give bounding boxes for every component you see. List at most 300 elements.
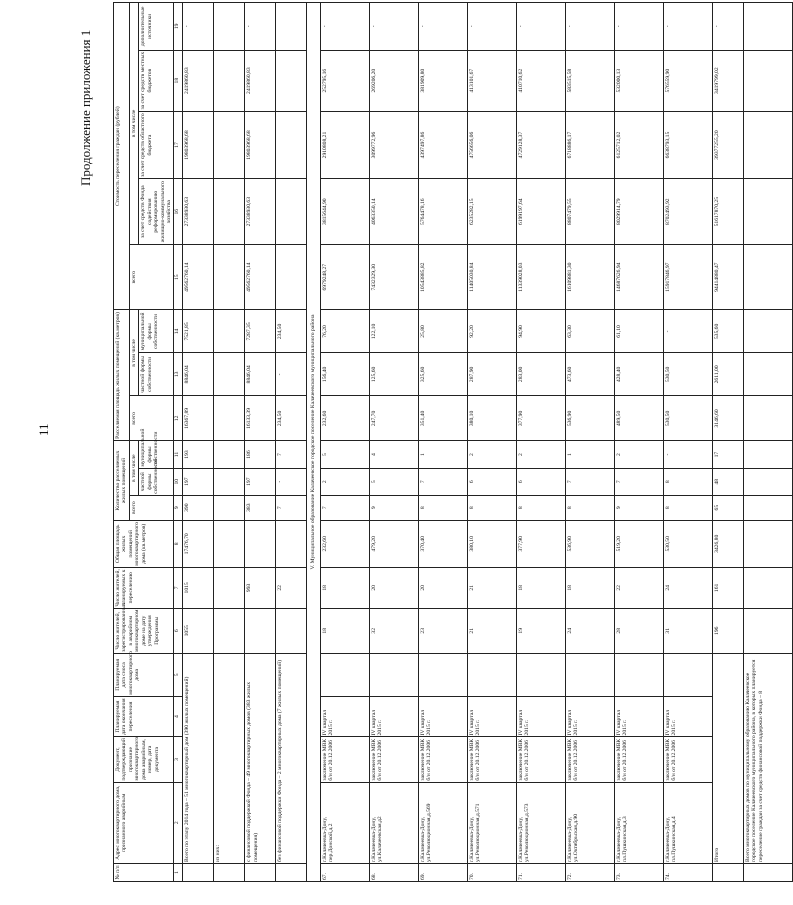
- table-row: [614, 3, 663, 882]
- table-cell: [214, 244, 245, 310]
- table-cell: 532000,13: [614, 50, 663, 111]
- table-header: [114, 3, 174, 882]
- table-cell: -: [369, 3, 418, 51]
- table-cell: [614, 653, 663, 696]
- table-cell: 3419799,02: [712, 50, 743, 111]
- table-cell: заключение МВК б/н от 20.12.2006: [467, 737, 516, 782]
- header-cell: частной формы собственности: [139, 468, 174, 495]
- column-number-cell: 10: [174, 468, 183, 495]
- table-cell: 2419860,83: [183, 50, 214, 111]
- header-cell: дополнительные источники: [139, 3, 174, 51]
- table-cell: 234,50: [276, 396, 307, 441]
- table-cell: 6: [516, 468, 565, 495]
- table-cell: 65: [712, 495, 743, 520]
- table-cell: 8029914,79: [614, 179, 663, 245]
- header-cell: за счет средств Фонда содействия реформированию жилищно-коммунального хозяйства: [139, 179, 174, 245]
- table-cell: 25,80: [418, 310, 467, 353]
- table-cell: 3815644,90: [320, 179, 369, 245]
- table-cell: [516, 653, 565, 696]
- header-cell: в том числе: [129, 441, 138, 495]
- table-cell: 22: [276, 568, 307, 609]
- table-cell: IV квартал 2015 г.: [369, 696, 418, 737]
- table-cell: 94,90: [516, 310, 565, 353]
- header-cell: Общая площадь жилых помещений многоквартирного дома (кв.метров): [114, 520, 174, 567]
- table-cell: 428,40: [614, 353, 663, 396]
- table-cell: [214, 568, 245, 609]
- table-cell: 325,60: [418, 353, 467, 396]
- table-cell: 377,90: [516, 396, 565, 441]
- table-cell: 519,20: [614, 520, 663, 567]
- column-number-cell: 5: [174, 653, 183, 696]
- table-cell: 5764478,16: [418, 179, 467, 245]
- table-cell: 351,40: [418, 396, 467, 441]
- table-cell: 197: [245, 468, 276, 495]
- header-cell: всего: [129, 244, 174, 310]
- rotated-table-wrapper: [113, 2, 764, 882]
- table-cell: без финансовой поддержки Фонда – 2 многоквартирных дома (7 жилых помещений): [276, 653, 307, 863]
- table-cell: 69.: [418, 863, 467, 881]
- table-cell: заключение МВК б/н от 20.12.2006: [369, 737, 418, 782]
- table-cell: 49562760,14: [245, 244, 276, 310]
- table-cell: 18: [320, 568, 369, 609]
- table-cell: 8807479,55: [565, 179, 614, 245]
- table-cell: 381909,80: [418, 50, 467, 111]
- table-row: [467, 3, 516, 882]
- header-cell: Адрес многоквартирного дома, признанного аварийным: [114, 782, 174, 863]
- table-cell: 232,60: [320, 396, 369, 441]
- table-cell: [214, 50, 245, 111]
- table-cell: 2419860,83: [245, 50, 276, 111]
- table-cell: 530,50: [663, 396, 712, 441]
- header-cell: всего: [129, 396, 174, 441]
- table-cell: 31: [663, 608, 712, 653]
- table-cell: 186: [245, 441, 276, 468]
- table-cell: 390: [183, 495, 214, 520]
- table-cell: 24: [663, 568, 712, 609]
- table-cell: 68.: [369, 863, 418, 881]
- table-cell: 3146,60: [712, 396, 743, 441]
- table-row: [663, 3, 712, 882]
- summary-row: [214, 3, 245, 882]
- table-cell: 8846,04: [183, 353, 214, 396]
- header-cell: Планируемая дата окончания переселения: [114, 696, 174, 737]
- column-number-cell: 16: [174, 179, 183, 245]
- table-cell: [743, 441, 792, 468]
- table-row: [418, 3, 467, 882]
- table-cell: 410710,62: [516, 50, 565, 111]
- header-cell: муниципальной формы собственности: [139, 310, 174, 353]
- table-cell: [214, 468, 245, 495]
- table-cell: Всего многоквартирных домов по муниципальному образованию Калачеевское городское поселение Калачеевского муниципального района, в которых планируется переселение граждан за счет средств финансовой поддержки Фонда – 8: [743, 653, 792, 863]
- table-cell: 4397497,86: [418, 111, 467, 179]
- table-cell: 71.: [516, 863, 565, 881]
- column-number-cell: 6: [174, 608, 183, 653]
- table-cell: [183, 863, 214, 881]
- table-cell: 370,40: [418, 520, 467, 567]
- table-cell: 67.: [320, 863, 369, 881]
- table-row: [369, 3, 418, 882]
- table-cell: [214, 111, 245, 179]
- table-cell: 94414880,47: [712, 244, 743, 310]
- table-cell: [214, 179, 245, 245]
- table-cell: 9: [369, 495, 418, 520]
- table-cell: 6638793,15: [663, 111, 712, 179]
- table-cell: 583515,58: [565, 50, 614, 111]
- table-cell: 161: [712, 568, 743, 609]
- table-cell: [214, 353, 245, 396]
- table-cell: [276, 863, 307, 881]
- table-cell: 7: [614, 468, 663, 495]
- table-cell: [245, 608, 276, 653]
- table-cell: 73.: [614, 863, 663, 881]
- table-cell: 6125712,02: [614, 111, 663, 179]
- table-cell: -: [614, 3, 663, 51]
- summary-row: [245, 3, 276, 882]
- summary-row: [276, 3, 307, 882]
- table-cell: [214, 608, 245, 653]
- table-cell: 18: [516, 568, 565, 609]
- table-cell: 16367,89: [183, 396, 214, 441]
- table-cell: г.Калачеевка-Дону, ул.Революционная,д.569: [418, 782, 467, 863]
- table-cell: [276, 3, 307, 51]
- table-cell: 23: [418, 608, 467, 653]
- table-cell: 6: [467, 468, 516, 495]
- table-cell: -: [418, 3, 467, 51]
- table-cell: 156,40: [320, 353, 369, 396]
- column-number-cell: 12: [174, 396, 183, 441]
- header-cell: Расселяемая площадь жилых помещений (кв.метров): [114, 310, 130, 441]
- table-cell: 16109881,30: [565, 244, 614, 310]
- table-cell: -: [245, 3, 276, 51]
- table-cell: [712, 863, 743, 881]
- table-cell: 27338930,63: [245, 179, 276, 245]
- table-cell: [418, 653, 467, 696]
- table-cell: [214, 310, 245, 353]
- table-row: [320, 3, 369, 882]
- table-cell: заключение МВК б/н от 20.12.2006: [614, 737, 663, 782]
- table-cell: 2: [614, 441, 663, 468]
- header-cell: за счет средств местных бюджетов: [139, 50, 174, 111]
- table-cell: 536,90: [565, 396, 614, 441]
- table-cell: [565, 653, 614, 696]
- table-cell: 530,50: [663, 353, 712, 396]
- table-cell: IV квартал 2015 г.: [565, 696, 614, 737]
- table-cell: 5: [369, 468, 418, 495]
- table-cell: 1055: [183, 608, 214, 653]
- appendix-title: Продолжение приложения 1: [78, 29, 93, 186]
- table-cell: [743, 50, 792, 111]
- table-cell: [214, 441, 245, 468]
- table-cell: -: [663, 310, 712, 353]
- table-cell: 17476,70: [183, 520, 214, 567]
- table-cell: 4729128,37: [516, 111, 565, 179]
- table-cell: [214, 863, 245, 881]
- table-cell: 234,50: [276, 310, 307, 353]
- header-cell: Планируемая дата сноса многоквартирного дома: [114, 653, 174, 696]
- column-number-cell: 19: [174, 3, 183, 51]
- table-cell: 993: [245, 568, 276, 609]
- table-cell: [743, 568, 792, 609]
- footer-row: [743, 3, 792, 882]
- table-cell: 18: [565, 568, 614, 609]
- table-cell: 51617870,25: [712, 179, 743, 245]
- table-cell: из них:: [214, 653, 245, 863]
- table-cell: 1: [565, 441, 614, 468]
- table-cell: IV квартал 2015 г.: [614, 696, 663, 737]
- table-cell: 479,20: [369, 520, 418, 567]
- table-cell: 7: [276, 441, 307, 468]
- table-cell: 14687626,94: [614, 244, 663, 310]
- table-cell: 20: [369, 568, 418, 609]
- table-cell: [743, 608, 792, 653]
- table-cell: 70.: [467, 863, 516, 881]
- table-cell: -: [467, 3, 516, 51]
- table-cell: 413101,67: [467, 50, 516, 111]
- table-cell: 48: [712, 468, 743, 495]
- table-cell: [743, 310, 792, 353]
- table-cell: 287,90: [467, 353, 516, 396]
- table-cell: 11405030,84: [467, 244, 516, 310]
- table-cell: 2: [320, 468, 369, 495]
- table-cell: 7: [276, 495, 307, 520]
- table-cell: 8846,04: [245, 353, 276, 396]
- table-cell: [245, 520, 276, 567]
- table-cell: 8: [516, 495, 565, 520]
- column-number-cell: 4: [174, 696, 183, 737]
- table-cell: г.Калачеевка-Дону, ул.Революционная,д.571: [467, 782, 516, 863]
- table-cell: [214, 3, 245, 51]
- table-cell: г.Калачеевка-Дону, ул.Октябрьская,д.90: [565, 782, 614, 863]
- table-cell: 6199197,64: [516, 179, 565, 245]
- table-cell: -: [663, 441, 712, 468]
- header-cell: за счет средств областного бюджета: [139, 111, 174, 179]
- table-cell: [214, 520, 245, 567]
- table-cell: 536,90: [565, 520, 614, 567]
- table-cell: заключение МВК б/н от 20.12.2006: [320, 737, 369, 782]
- table-cell: 232,60: [320, 520, 369, 567]
- column-number-cell: 1: [174, 863, 183, 881]
- table-cell: -: [663, 3, 712, 51]
- table-cell: [467, 653, 516, 696]
- table-cell: 74.: [663, 863, 712, 881]
- table-cell: г.Калачеевка-Дону, ул.Калачеевская,д2: [369, 782, 418, 863]
- table-cell: 380,10: [467, 520, 516, 567]
- table-cell: 20: [418, 568, 467, 609]
- table-cell: Всего по этапу 2014 года – 51 многоквартирный дом (390 жилых помещений): [183, 653, 214, 863]
- table-cell: IV квартал 2015 г.: [320, 696, 369, 737]
- column-number-cell: 15: [174, 244, 183, 310]
- table-cell: [743, 863, 792, 881]
- table-cell: 2611,00: [712, 353, 743, 396]
- table-cell: 19: [516, 608, 565, 653]
- table-cell: 377,90: [516, 520, 565, 567]
- table-cell: г.Калачеевка-Дону, ул.Революционная,д.573: [516, 782, 565, 863]
- column-number-cell: 18: [174, 50, 183, 111]
- column-number-cell: 11: [174, 441, 183, 468]
- header-cell: частной формы собственности: [139, 353, 174, 396]
- table-body: [174, 3, 792, 882]
- table-cell: 32: [369, 608, 418, 653]
- table-cell: 535,60: [712, 310, 743, 353]
- table-cell: 63,30: [565, 310, 614, 353]
- table-cell: 7: [418, 468, 467, 495]
- table-cell: 1015: [183, 568, 214, 609]
- resettlement-table: [113, 2, 793, 882]
- table-cell: заключение МВК б/н от 20.12.2006: [418, 737, 467, 782]
- table-cell: IV квартал 2015 г.: [467, 696, 516, 737]
- table-cell: 489,50: [614, 396, 663, 441]
- column-number-cell: 3: [174, 737, 183, 782]
- table-cell: 4063350,14: [369, 179, 418, 245]
- column-number-cell: 9: [174, 495, 183, 520]
- table-cell: 1: [418, 441, 467, 468]
- table-cell: 269206,20: [369, 50, 418, 111]
- table-cell: 27338930,63: [183, 179, 214, 245]
- table-cell: 19803968,68: [245, 111, 276, 179]
- table-cell: 11339028,03: [516, 244, 565, 310]
- table-cell: 7287,35: [245, 310, 276, 353]
- table-cell: 8: [663, 495, 712, 520]
- summary-row: [183, 3, 214, 882]
- header-cell: всего: [129, 495, 174, 520]
- table-cell: 10543885,82: [418, 244, 467, 310]
- table-cell: [743, 179, 792, 245]
- header-cell: Число жителей, зарегистрированных в аварийном многоквартирном доме на дату утверждения Программы: [114, 608, 174, 653]
- header-cell: муниципальной формы собственности: [139, 441, 174, 468]
- table-cell: 8: [418, 495, 467, 520]
- table-cell: [276, 520, 307, 567]
- table-cell: -: [516, 3, 565, 51]
- table-cell: [276, 50, 307, 111]
- table-cell: 49562760,14: [183, 244, 214, 310]
- table-cell: 4756656,06: [467, 111, 516, 179]
- header-cell: № п/п: [114, 863, 174, 881]
- table-cell: [743, 396, 792, 441]
- header-cell: Количество расселяемых жилых помещений: [114, 441, 130, 520]
- table-cell: 283,00: [516, 353, 565, 396]
- table-cell: 7: [565, 468, 614, 495]
- table-cell: -: [320, 3, 369, 51]
- table-cell: -: [183, 3, 214, 51]
- table-cell: [743, 3, 792, 51]
- table-cell: 122,10: [369, 310, 418, 353]
- column-number-cell: 8: [174, 520, 183, 567]
- table-cell: 473,60: [565, 353, 614, 396]
- table-cell: [276, 244, 307, 310]
- table-cell: 196: [712, 608, 743, 653]
- table-cell: 125,60: [369, 353, 418, 396]
- table-cell: [276, 608, 307, 653]
- table-cell: 252795,16: [320, 50, 369, 111]
- table-cell: 530,50: [663, 520, 712, 567]
- table-cell: 17: [712, 441, 743, 468]
- table-cell: заключение МВК б/н от 20.12.2006: [663, 737, 712, 782]
- table-cell: 7: [320, 495, 369, 520]
- table-row: [565, 3, 614, 882]
- page-number: 11: [36, 423, 51, 436]
- table-cell: г.Калачеевка-Дону, пер.Донской,д.2: [320, 782, 369, 863]
- header-cell: Документ, подтверждающий признание многоквартирного дома аварийным, номер, дата документа: [114, 737, 174, 782]
- table-cell: 8702493,92: [663, 179, 712, 245]
- table-cell: 193: [183, 441, 214, 468]
- header-cell: Число жителей, планируемых к переселению: [114, 568, 174, 609]
- table-cell: [743, 111, 792, 179]
- table-cell: г.Калачеевка-Дону, пл.Пушкинская,д.3: [614, 782, 663, 863]
- column-number-cell: 13: [174, 353, 183, 396]
- table-cell: 576559,90: [663, 50, 712, 111]
- table-cell: [743, 468, 792, 495]
- table-cell: [743, 353, 792, 396]
- header-cell: в том числе: [129, 3, 138, 245]
- table-cell: 28: [614, 608, 663, 653]
- table-cell: [276, 179, 307, 245]
- table-cell: [743, 495, 792, 520]
- table-cell: 61,10: [614, 310, 663, 353]
- header-cell: Стоимость переселения граждан (рублей): [114, 3, 130, 310]
- table-cell: -: [712, 3, 743, 51]
- table-cell: с финансовой поддержкой Фонда – 49 многоквартирных домов (383 жилых помещения): [245, 653, 276, 863]
- table-cell: 3426,80: [712, 520, 743, 567]
- table-cell: 92,20: [467, 310, 516, 353]
- table-cell: IV квартал 2015 г.: [516, 696, 565, 737]
- table-cell: [214, 495, 245, 520]
- table-cell: 7521,85: [183, 310, 214, 353]
- table-cell: 76,20: [320, 310, 369, 353]
- column-number-cell: 17: [174, 111, 183, 179]
- table-cell: V. Муниципальное образование Калачеевское городское поселение Калачеевского муниципального района: [307, 3, 320, 882]
- table-cell: [743, 244, 792, 310]
- table-cell: заключение МВК б/н от 20.12.2006: [516, 737, 565, 782]
- table-cell: 18: [320, 608, 369, 653]
- table-cell: 8: [467, 495, 516, 520]
- table-cell: г.Калачеевка-Дону, пл.Пушкинская,д.4: [663, 782, 712, 863]
- table-cell: [369, 653, 418, 696]
- table-cell: 39377255,20: [712, 111, 743, 179]
- column-number-cell: 2: [174, 782, 183, 863]
- table-cell: 383: [245, 495, 276, 520]
- table-cell: 2: [516, 441, 565, 468]
- table-cell: 21: [467, 608, 516, 653]
- table-cell: 3099772,96: [369, 111, 418, 179]
- table-cell: 2910808,21: [320, 111, 369, 179]
- section-row: [307, 3, 320, 882]
- table-cell: Итого: [712, 653, 743, 863]
- table-cell: заключение МВК б/н от 20.12.2006: [565, 737, 614, 782]
- table-cell: -: [565, 3, 614, 51]
- column-number-cell: 14: [174, 310, 183, 353]
- table-cell: 247,70: [369, 396, 418, 441]
- total-row: [712, 3, 743, 882]
- header-cell: в том числе: [129, 310, 138, 396]
- table-cell: 4: [369, 441, 418, 468]
- table-cell: -: [276, 353, 307, 396]
- table-cell: 6718886,17: [565, 111, 614, 179]
- table-cell: 24: [565, 608, 614, 653]
- table-cell: 6235282,15: [467, 179, 516, 245]
- table-cell: 72.: [565, 863, 614, 881]
- table-cell: [245, 863, 276, 881]
- table-cell: 197: [183, 468, 214, 495]
- table-cell: 7432329,30: [369, 244, 418, 310]
- table-cell: 2: [467, 441, 516, 468]
- table-cell: [743, 520, 792, 567]
- table-cell: 6979248,27: [320, 244, 369, 310]
- table-cell: 16133,39: [245, 396, 276, 441]
- table-cell: [276, 111, 307, 179]
- table-cell: [214, 396, 245, 441]
- table-cell: 8: [663, 468, 712, 495]
- table-cell: 380,10: [467, 396, 516, 441]
